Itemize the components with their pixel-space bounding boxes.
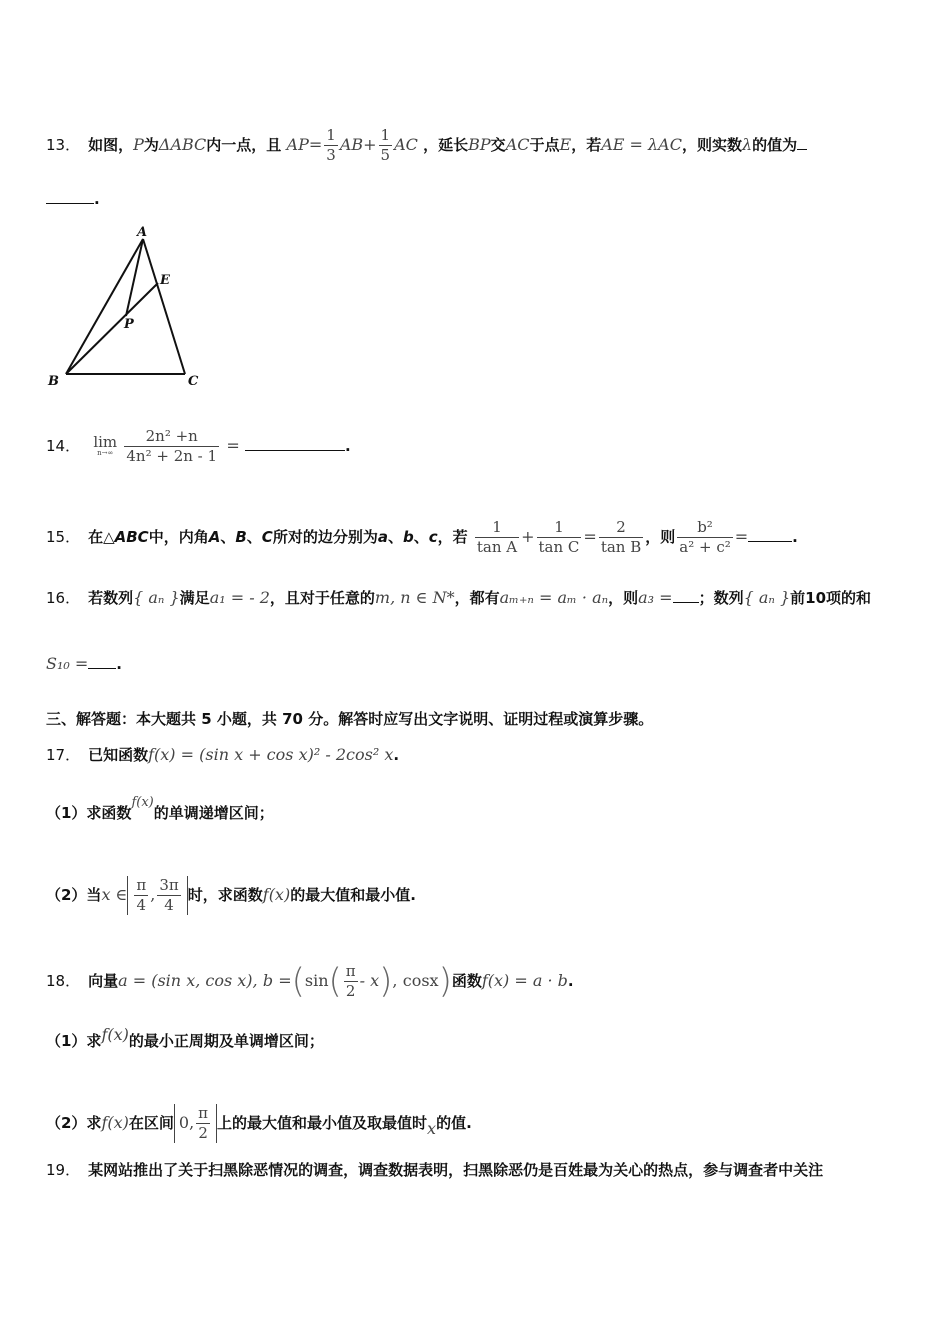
q17-p2-text: 时，求函数: [187, 885, 263, 904]
q14-limit: lim n→∞: [93, 433, 118, 458]
q18-frac: $\frac{\pi}{2}$: [345, 962, 356, 1000]
section-3-text: 三、解答题：本大题共 5 小题，共 70 分。解答时应写出文字说明、证明过程或演算步骤。: [46, 710, 654, 728]
q17-part-1: [46, 795, 274, 822]
q15-frac-1: $\frac{1}{\text{tan A}}$: [476, 518, 518, 556]
q16-text: ，则: [608, 589, 639, 607]
q15-end: .: [792, 527, 798, 546]
q18-sin: sin: [304, 970, 329, 990]
q13-lambda: λ: [741, 134, 753, 154]
question-19: [46, 1163, 823, 1178]
q13-frac-1: $\frac{1}{3}$: [326, 126, 336, 164]
q16-s10-line: [46, 656, 122, 672]
q15-frac-2: $\frac{1}{\text{tan C}}$: [538, 518, 580, 556]
answer-blank: [673, 601, 699, 603]
q15-abc: ABC: [114, 527, 149, 546]
question-15: [46, 518, 798, 557]
q16-rule: aₘ₊ₙ = aₘ · aₙ: [499, 588, 609, 607]
q18-vector-a: a = (sin x, cos x),: [118, 970, 258, 990]
q18-fx: f(x) = a · b: [481, 970, 568, 990]
answer-blank: [245, 449, 345, 451]
q18-end: .: [567, 971, 574, 990]
q17-p2-f: f(x): [262, 884, 291, 904]
q13-text: 于点: [529, 135, 560, 154]
q15-text: 所对的边分别为: [272, 527, 378, 546]
q15-sep: 、: [387, 527, 403, 546]
label-p: P: [124, 317, 134, 332]
q13-frac-2: $\frac{1}{5}$: [380, 126, 391, 164]
q13-ac: AC: [505, 134, 530, 154]
q13-number: 13．: [46, 135, 81, 154]
q16-text: ；数列: [698, 589, 744, 607]
q16-text: 前: [790, 589, 806, 607]
q17-number: 17．: [46, 746, 81, 764]
line-ap: [126, 239, 143, 316]
q13-blank-line: [46, 192, 100, 207]
question-14: [46, 427, 351, 466]
q18-p2-label: （2）求: [46, 1113, 102, 1132]
q18-part-2: [46, 1104, 472, 1143]
q13-plus: +: [363, 134, 377, 154]
q18-part-1: [46, 1025, 324, 1050]
q13-text: 内一点，且: [206, 135, 282, 154]
q13-eq: =: [308, 134, 323, 154]
q18-vector-b: b =: [262, 970, 292, 990]
question-17: [46, 747, 399, 763]
q15-c: c: [428, 527, 438, 546]
answer-blank: [46, 202, 94, 204]
q17-p2-label: （2）当: [46, 885, 102, 904]
q13-vector-ap: AP: [286, 134, 309, 154]
q16-s10: S₁₀ =: [46, 654, 89, 673]
q18-p2-x: x: [427, 1118, 437, 1138]
answer-blank: [748, 540, 792, 542]
edge-ac: [143, 239, 185, 374]
q13-vector-ac: AC: [394, 134, 418, 154]
q17-p1-text: 的单调递增区间；: [153, 804, 274, 822]
q16-text: 满足: [179, 589, 210, 607]
q15-sep: 、: [220, 527, 236, 546]
q18-p1-text: 的最小正周期及单调增区间；: [128, 1032, 324, 1050]
q13-text: 为: [143, 135, 159, 154]
line-be: [66, 283, 158, 374]
q14-end: .: [344, 436, 351, 455]
label-a: A: [137, 225, 148, 240]
q17-function: f(x) = (sin x + cos x)² - 2cos² x: [148, 745, 394, 764]
q17-interval: $\frac{\pi}{4}$ , $\frac{3\pi}{4}$: [127, 876, 187, 915]
q13-bp: BP: [468, 134, 491, 154]
q15-sep: 、: [246, 527, 262, 546]
q18-p2-text: 上的最大值和最小值及取最值时: [217, 1113, 428, 1132]
q16-text: ，且对于任意的: [269, 589, 375, 607]
q13-text: ，若: [571, 135, 602, 154]
q13-text: 如图，: [88, 135, 134, 154]
edge-ab: [66, 239, 143, 374]
q15-eq: =: [734, 526, 749, 546]
q18-number: 18．: [46, 971, 81, 990]
q14-eq: =: [226, 435, 240, 455]
q18-minus-x: - x: [359, 970, 380, 990]
q16-end: .: [116, 655, 122, 673]
q15-text: 在△: [88, 527, 115, 546]
q17-p2-x: x ∈: [101, 884, 128, 904]
q13-triangle: ΔABC: [158, 134, 207, 154]
q15-frac-3: $\frac{2}{\text{tan B}}$: [600, 518, 642, 556]
q13-text: 的值为: [752, 135, 798, 154]
q15-c-upper: C: [261, 527, 273, 546]
q18-p1-label: （1）求: [46, 1032, 102, 1050]
q19-number: 19．: [46, 1161, 81, 1179]
q15-text: ，则: [645, 527, 676, 546]
question-16: [46, 590, 871, 606]
q18-p1-f: f(x): [101, 1025, 129, 1044]
q13-triangle-figure: [40, 220, 210, 395]
q18-interval: 0, $\frac{\pi}{2}$: [174, 1104, 217, 1143]
q18-p2-f: f(x): [101, 1112, 129, 1132]
q16-mn: m, n ∈ N*: [374, 588, 455, 607]
q15-eq: =: [583, 526, 597, 546]
q13-condition: AE = λAC: [601, 134, 682, 154]
label-b: B: [48, 374, 59, 389]
q15-frac-4: $\frac{\text{b²}}{\text{a² + c²}}$: [679, 518, 731, 556]
q16-text: 项的和: [826, 589, 872, 607]
q15-sep: 、: [413, 527, 429, 546]
q13-end: .: [94, 190, 100, 208]
section-3-heading: [46, 712, 653, 727]
q18-p2-text: 在区间: [128, 1113, 174, 1132]
answer-blank: [797, 148, 807, 150]
question-18: 18． 向量a = (sin x, cos x), b =(sin( $\frac{\pi}{2}$ - x), cosx)函数f(x) = a · b.: [46, 961, 574, 1002]
q16-sequence: { aₙ }: [743, 588, 791, 607]
q17-text: 已知函数: [88, 746, 149, 764]
q14-number: 14．: [46, 436, 81, 455]
q13-point-p: P: [133, 134, 144, 154]
q16-sequence: { aₙ }: [133, 588, 180, 607]
q18-p2-text: 的值.: [436, 1113, 472, 1132]
q16-text: 若数列: [88, 589, 134, 607]
q15-number: 15．: [46, 527, 81, 546]
q18-comma: ,: [392, 970, 398, 990]
q17-end: .: [393, 746, 400, 764]
q16-text: ，都有: [454, 589, 500, 607]
q15-b-upper: B: [235, 527, 247, 546]
q15-text: ，若: [437, 527, 468, 546]
q13-text: 交: [490, 135, 506, 154]
q17-p1-f: f(x): [131, 795, 154, 810]
q13-point-e: E: [559, 134, 572, 154]
q16-a1: a₁ = - 2: [209, 588, 270, 607]
q15-a: a: [377, 527, 388, 546]
q17-p1-label: （1）求函数: [46, 804, 132, 822]
q17-p2-text: 的最大值和最小值.: [290, 885, 416, 904]
q15-text: 中，内角: [148, 527, 209, 546]
q16-number: 16．: [46, 589, 81, 607]
q15-b: b: [402, 527, 414, 546]
q17-part-2: [46, 876, 416, 915]
q18-cosx: cosx: [402, 970, 439, 990]
q13-text: ，延长: [423, 135, 469, 154]
q19-text: 某网站推出了关于扫黑除恶情况的调查，调查数据表明，扫黑除恶仍是百姓最为关心的热点，参与调查者中关注: [88, 1161, 824, 1179]
q13-text: ，则实数: [681, 135, 742, 154]
answer-blank: [88, 667, 116, 669]
q15-a-upper: A: [208, 527, 221, 546]
q16-a3: a₃ =: [638, 588, 673, 607]
label-e: E: [160, 273, 170, 288]
q14-frac: $\frac{\text{2n² +n}}{\text{4n² + 2n - 1}}$: [126, 427, 218, 465]
q18-text: 函数: [451, 971, 482, 990]
label-c: C: [188, 374, 199, 389]
q15-plus: +: [521, 526, 535, 546]
q13-vector-ab: AB: [339, 134, 364, 154]
q18-text: 向量: [88, 971, 119, 990]
q16-ten: 10: [805, 589, 827, 607]
question-13: [46, 126, 807, 165]
